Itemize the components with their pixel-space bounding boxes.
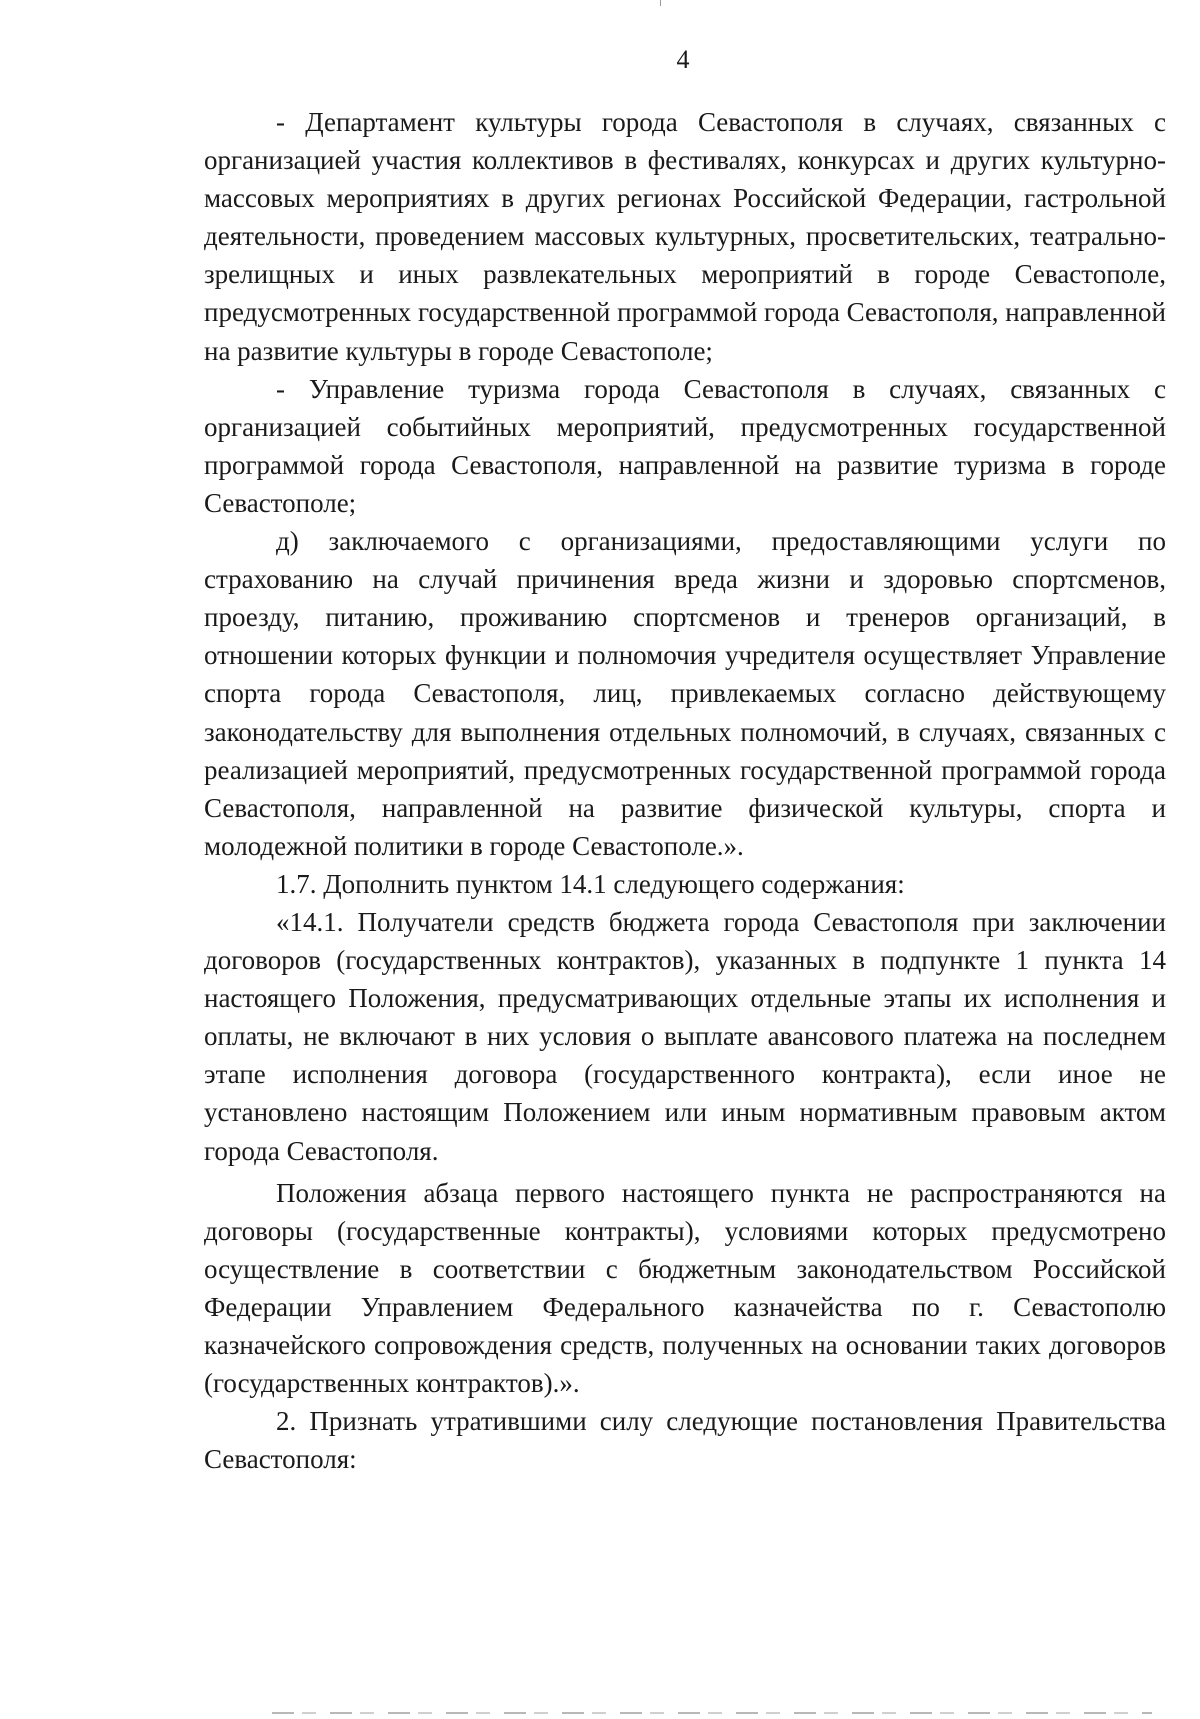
paragraph-tourism-department: - Управление туризма города Севастополя в случаях, связанных с организацией событийных мероприятий, предусмотренных государственной программой города Севастополя, направленной на развитие туризма в городе Севастополе;	[204, 373, 1166, 518]
paragraph-culture-department: - Департамент культуры города Севастополя в случаях, связанных с организацией участия коллективов в фестивалях, конкурсах и других культурно-массовых мероприятиях в других регионах Российской Федерации, гастрольной деятельности, проведением массовых культурных, просветительских, театрально-зрелищных и иных развлекательных мероприятий в городе Севастополе, предусмотренных государственной программой города Севастополя, направленной на развитие культуры в городе Севастополе;	[204, 107, 1166, 366]
paragraph-14-1: «14.1. Получатели средств бюджета города Севастополя при заключении договоров (государственных контрактов), указанных в подпункте 1 пункта 14 настоящего Положения, предусматривающих отдельные этапы их исполнения и оплаты, не включают в них условия о выплате авансового платежа на последнем этапе исполнения договора (государственного контракта), если иное не установлено настоящим Положением или иным нормативным правовым актом города Севастополя.	[204, 906, 1166, 1166]
paragraph-1-7: 1.7. Дополнить пунктом 14.1 следующего содержания:	[276, 868, 905, 899]
paragraph-item-d: д) заключаемого с организациями, предоставляющими услуги по страхованию на случай причинения вреда жизни и здоровью спортсменов, проезду, питанию, проживанию спортсменов и тренеров организаций, в отношении которых функции и полномочия учредителя осуществляет Управление спорта города Севастополя, лиц, привлекаемых согласно действующему законодательству для выполнения отдельных полномочий, в случаях, связанных с реализацией мероприятий, предусмотренных государственной программой города Севастополя, направленной на развитие физической культуры, спорта и молодежной политики в городе Севастополе.».	[204, 526, 1166, 861]
document-body	[204, 103, 1166, 1478]
scan-edge	[272, 1712, 1152, 1714]
page-number: 4	[676, 45, 690, 74]
paragraph-2-repeal: 2. Признать утратившими силу следующие постановления Правительства Севастополя:	[204, 1406, 1166, 1475]
paragraph-exceptions: Положения абзаца первого настоящего пункта не распространяются на договоры (государственные контракты), условиями которых предусмотрено осуществление в соответствии с бюджетным законодательством Российской Федерации Управлением Федерального казначейства по г. Севастополю казначейского сопровождения средств, полученных на основании таких договоров (государственных контрактов).».	[204, 1177, 1166, 1399]
scan-mark	[660, 0, 661, 6]
